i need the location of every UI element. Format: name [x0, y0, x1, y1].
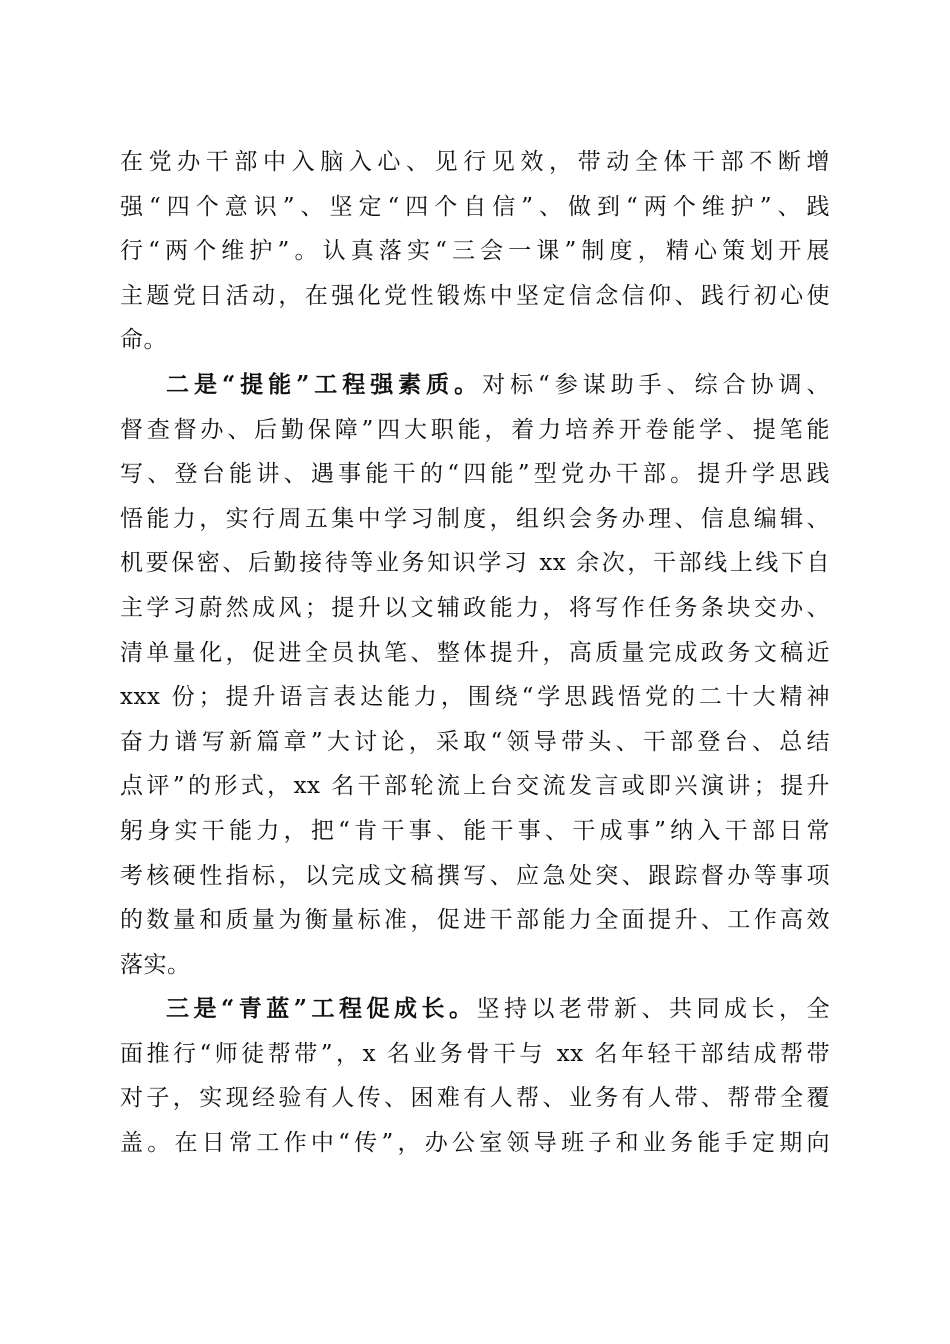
- paragraph-first-line: [120, 363, 830, 408]
- paragraph-line: 躬身实干能力，把“肯干事、能干事、干成事”纳入干部日常: [120, 817, 830, 844]
- paragraph-line: 落实。: [120, 951, 191, 978]
- paragraph-line: 主学习蔚然成风；提升以文辅政能力，将写作任务条块交办、: [120, 594, 830, 621]
- paragraph-line: 点评”的形式，xx 名干部轮流上台交流发言或即兴演讲；提升: [120, 773, 830, 800]
- paragraph-line: xxx 份；提升语言表达能力，围绕“学思践悟党的二十大精神: [120, 684, 830, 711]
- paragraph-first-line: [120, 987, 830, 1032]
- paragraph-line: 在党办干部中入脑入心、见行见效，带动全体干部不断增: [120, 149, 830, 175]
- paragraph-line: 面推行“师徒帮带”，x 名业务骨干与 xx 名年轻干部结成帮带: [120, 1040, 830, 1067]
- paragraph-line: 命。: [120, 327, 167, 354]
- paragraph-line: 行“两个维护”。认真落实“三会一课”制度，精心策划开展: [120, 238, 830, 265]
- paragraph-line: 写、登台能讲、遇事能干的“四能”型党办干部。提升学思践: [120, 461, 830, 488]
- paragraph-line: 督查督办、后勤保障”四大职能，着力培养开卷能学、提笔能: [120, 416, 830, 443]
- document-body: [120, 140, 830, 1166]
- paragraph-line: 对子，实现经验有人传、困难有人帮、业务有人带、帮带全覆: [120, 1085, 830, 1112]
- paragraph-line: 强“四个意识”、坚定“四个自信”、做到“两个维护”、践: [120, 193, 830, 220]
- paragraph-line: 考核硬性指标，以完成文稿撰写、应急处突、跟踪督办等事项: [120, 862, 830, 889]
- paragraph-line: 机要保密、后勤接待等业务知识学习 xx 余次，干部线上线下自: [120, 550, 830, 577]
- paragraph-2: [120, 363, 830, 987]
- paragraph-line: 悟能力，实行周五集中学习制度，组织会务办理、信息编辑、: [120, 505, 830, 532]
- paragraph-line: 对标“参谋助手、综合协调、: [482, 371, 830, 398]
- paragraph-line: 盖。在日常工作中“传”，办公室领导班子和业务能手定期向: [120, 1130, 830, 1157]
- paragraph-line: 主题党日活动，在强化党性锻炼中坚定信念信仰、践行初心使: [120, 282, 830, 309]
- paragraph-3: [120, 987, 830, 1165]
- paragraph-line: 的数量和质量为衡量标准，促进干部能力全面提升、工作高效: [120, 907, 830, 934]
- paragraph-line: 奋力谱写新篇章”大讨论，采取“领导带头、干部登台、总结: [120, 728, 830, 755]
- paragraph-heading: 三是“青蓝”工程促成长。: [166, 995, 477, 1023]
- paragraph-1: [120, 140, 830, 363]
- paragraph-line: 清单量化，促进全员执笔、整体提升，高质量完成政务文稿近: [120, 639, 830, 666]
- paragraph-heading: 二是“提能”工程强素质。: [166, 370, 483, 398]
- paragraph-line: 坚持以老带新、共同成长，全: [476, 996, 831, 1023]
